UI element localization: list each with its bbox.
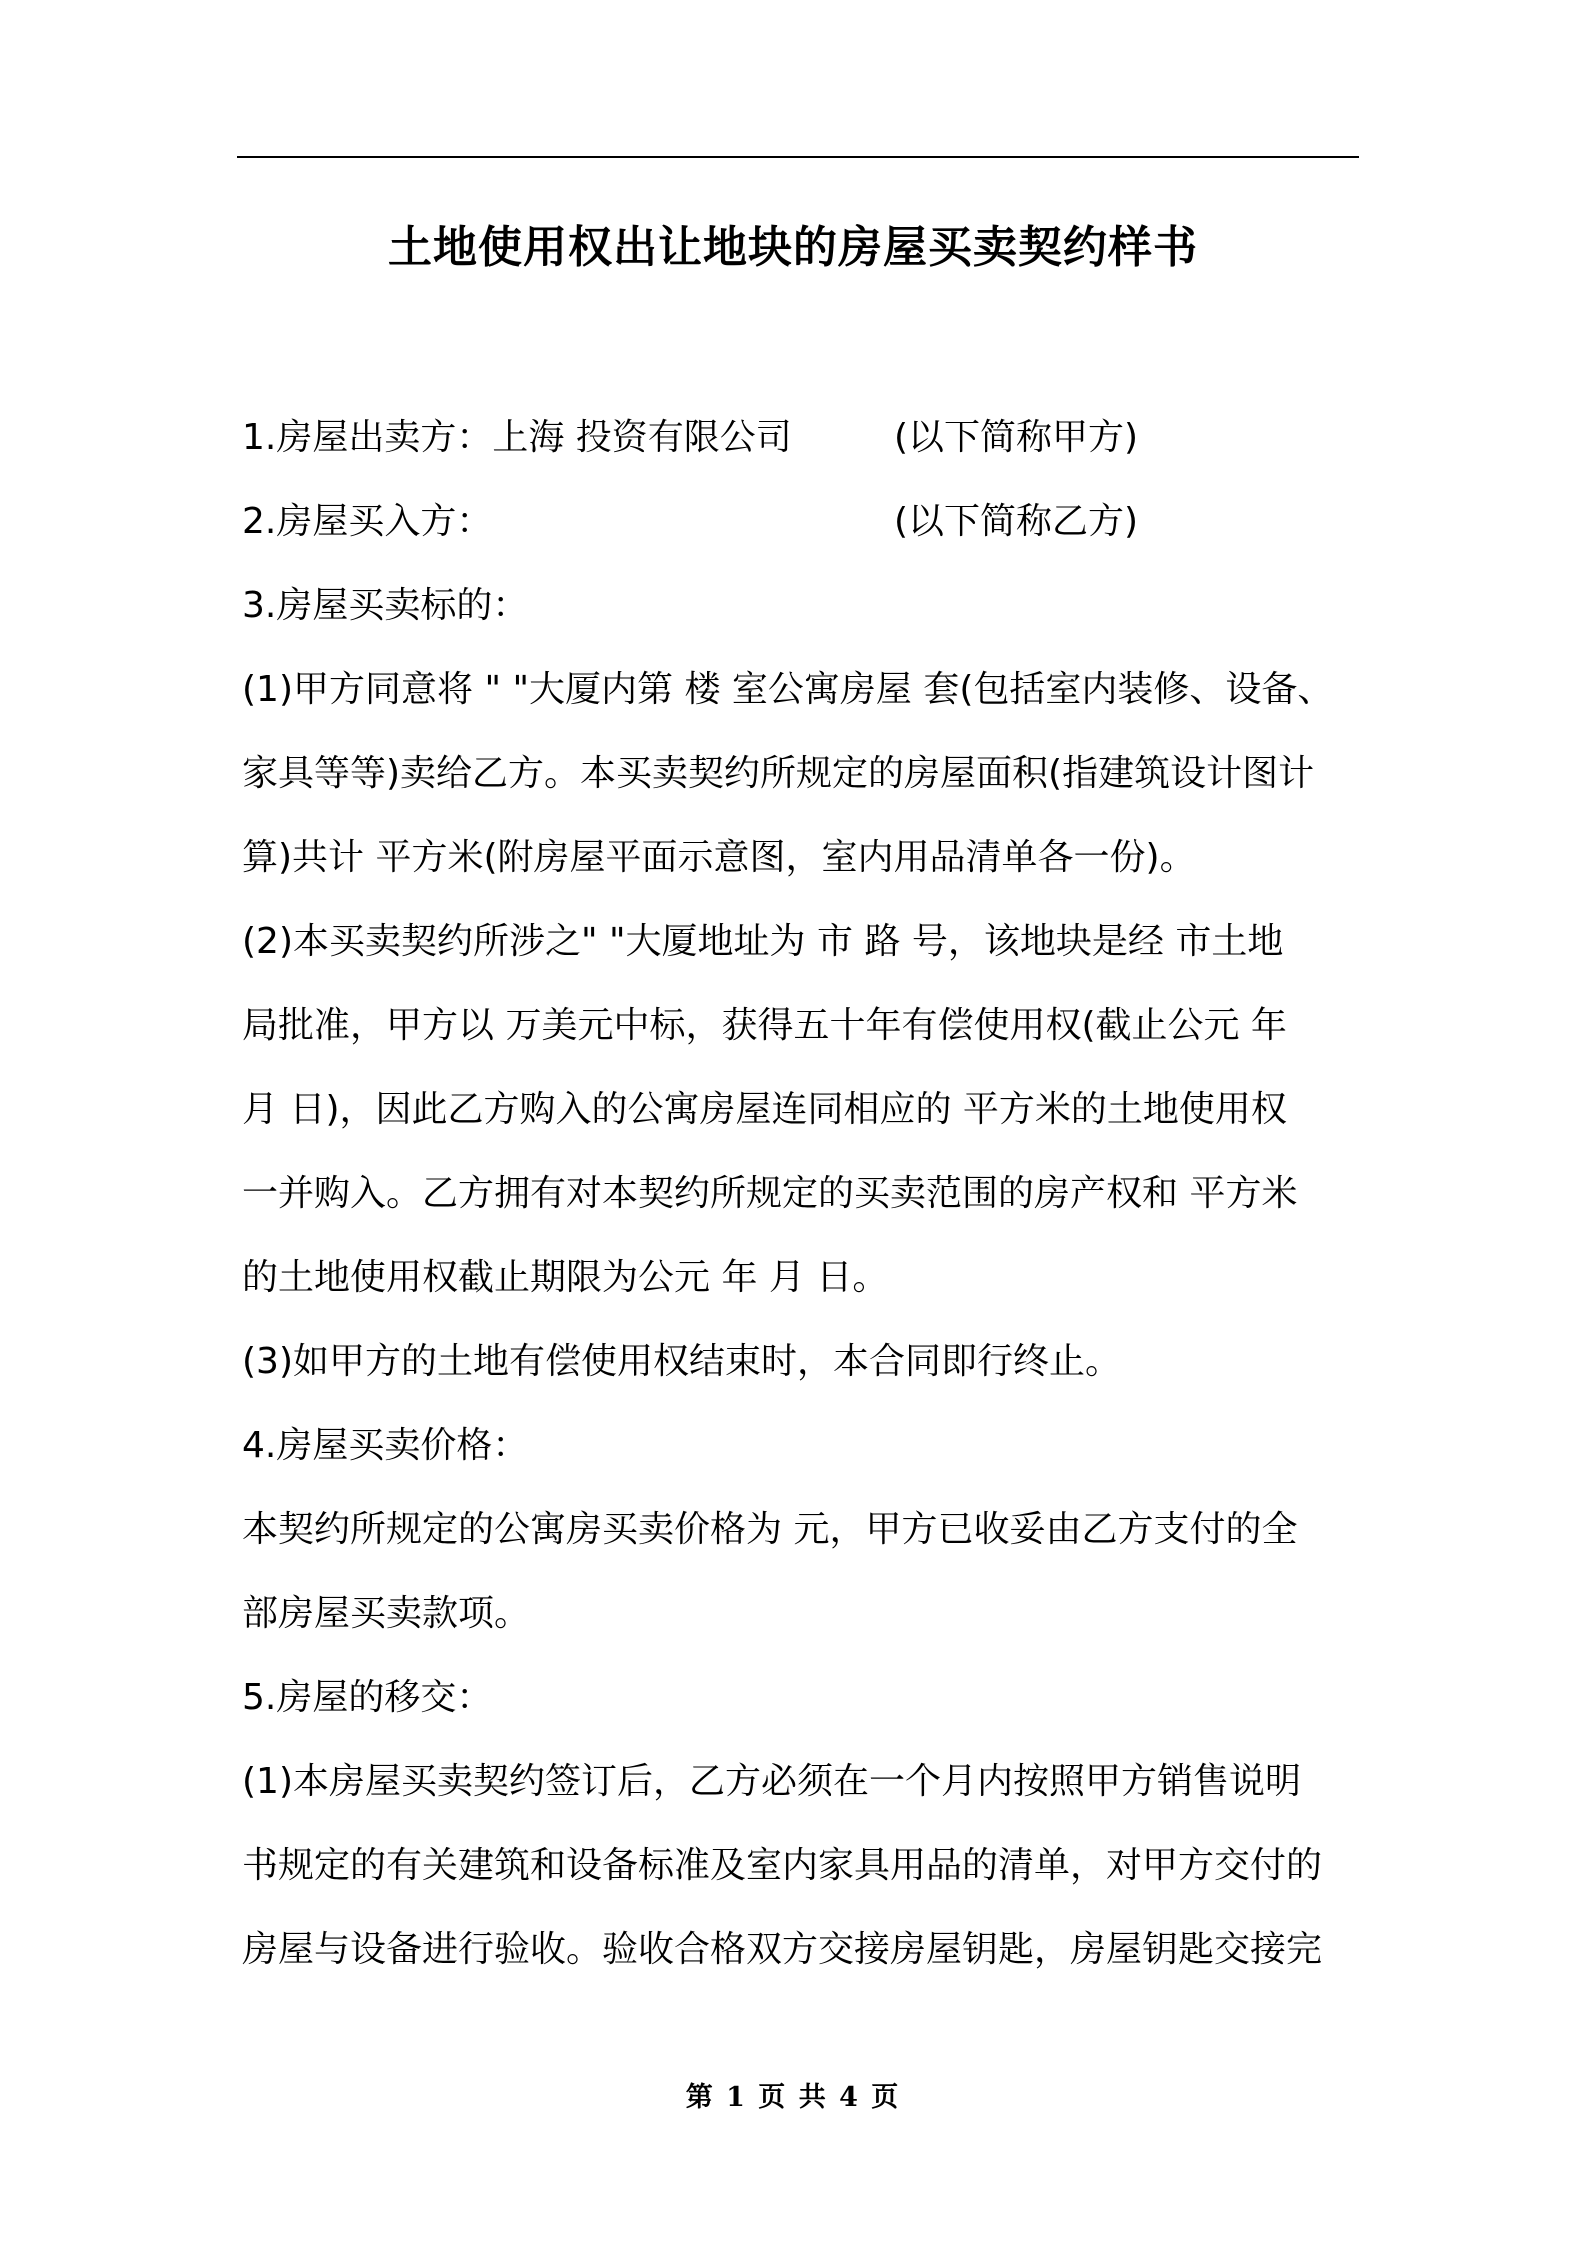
page-number: 第 1 页 共 4 页 bbox=[685, 2082, 901, 2113]
header-rule bbox=[237, 156, 1359, 158]
party-b-label: 2.房屋买入方： bbox=[242, 501, 493, 542]
body-line: 5.房屋的移交： bbox=[242, 1677, 493, 1718]
document-title: 土地使用权出让地块的房屋买卖契约样书 bbox=[388, 222, 1198, 273]
body-line: 一并购入。乙方拥有对本契约所规定的买卖范围的房产权和 平方米 bbox=[242, 1173, 1298, 1214]
body-line: 书规定的有关建筑和设备标准及室内家具用品的清单，对甲方交付的 bbox=[242, 1845, 1323, 1886]
document-body bbox=[242, 396, 1377, 1992]
party-b-alias: (以下简称乙方) bbox=[894, 501, 1139, 542]
body-line: (1)甲方同意将 " "大厦内第 楼 室公寓房屋 套(包括室内装修、设备、 bbox=[242, 669, 1334, 710]
body-line: 月 日)，因此乙方购入的公寓房屋连同相应的 平方米的土地使用权 bbox=[242, 1089, 1287, 1130]
party-a-alias: (以下简称甲方) bbox=[894, 417, 1139, 458]
body-line: (1)本房屋买卖契约签订后，乙方必须在一个月内按照甲方销售说明 bbox=[242, 1761, 1301, 1802]
body-line: 房屋与设备进行验收。验收合格双方交接房屋钥匙，房屋钥匙交接完 bbox=[242, 1929, 1323, 1970]
party-b-line bbox=[242, 480, 1377, 564]
party-a-line bbox=[242, 396, 1377, 480]
party-a-label: 1.房屋出卖方：上海 投资有限公司 bbox=[242, 417, 792, 458]
body-line: 局批准，甲方以 万美元中标，获得五十年有偿使用权(截止公元 年 bbox=[242, 1005, 1287, 1046]
body-line: 本契约所规定的公寓房买卖价格为 元，甲方已收妥由乙方支付的全 bbox=[242, 1509, 1298, 1550]
body-line: (3)如甲方的土地有偿使用权结束时，本合同即行终止。 bbox=[242, 1341, 1121, 1382]
body-line: 部房屋买卖款项。 bbox=[242, 1593, 531, 1634]
body-line: 3.房屋买卖标的： bbox=[242, 585, 529, 626]
body-line: 家具等等)卖给乙方。本买卖契约所规定的房屋面积(指建筑设计图计 bbox=[242, 753, 1315, 794]
body-line: 的土地使用权截止期限为公元 年 月 日。 bbox=[242, 1257, 889, 1298]
body-line: 算)共计 平方米(附房屋平面示意图，室内用品清单各一份)。 bbox=[242, 837, 1196, 878]
body-line: 4.房屋买卖价格： bbox=[242, 1425, 529, 1466]
body-line: (2)本买卖契约所涉之" "大厦地址为 市 路 号，该地块是经 市土地 bbox=[242, 921, 1284, 962]
